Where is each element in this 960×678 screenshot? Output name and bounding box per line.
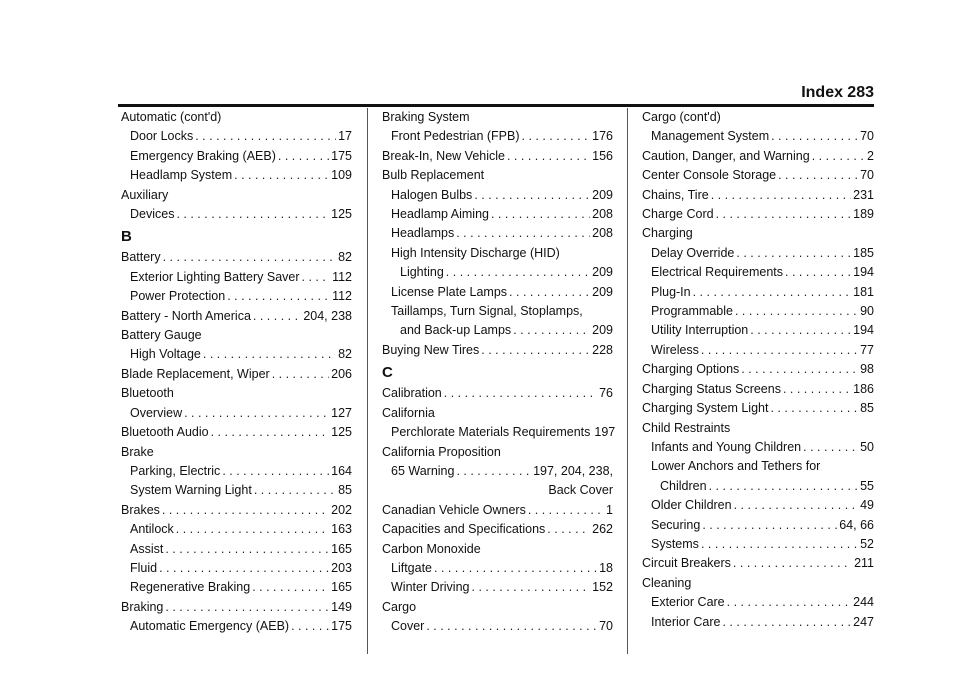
entry-label: Emergency Braking (AEB) bbox=[130, 148, 276, 163]
entry-label: Exterior Lighting Battery Saver bbox=[130, 269, 300, 284]
dot-leader bbox=[165, 598, 329, 617]
entry-page-ref: 112 bbox=[332, 289, 352, 304]
entry-page-ref: 85 bbox=[860, 401, 874, 416]
entry-label: Utility Interruption bbox=[651, 323, 749, 338]
index-entry bbox=[121, 423, 352, 442]
index-heading: Carbon Monoxide bbox=[382, 541, 481, 556]
dot-leader bbox=[456, 462, 531, 481]
index-column-1 bbox=[121, 108, 352, 637]
entry-page-ref: 127 bbox=[331, 405, 352, 420]
index-entry bbox=[642, 283, 874, 302]
entry-page-ref: 197, 204, 238, bbox=[533, 463, 613, 478]
entry-page-ref: 211 bbox=[854, 556, 874, 571]
dot-leader bbox=[456, 224, 590, 243]
index-entry bbox=[382, 127, 613, 146]
entry-label: Caution, Danger, and Warning bbox=[642, 148, 810, 163]
index-entry bbox=[382, 617, 613, 636]
entry-label: Bluetooth Audio bbox=[121, 425, 209, 440]
dot-leader bbox=[165, 540, 329, 559]
entry-label: Braking bbox=[121, 599, 164, 614]
dot-leader bbox=[778, 166, 858, 185]
entry-page-ref: 163 bbox=[331, 522, 352, 537]
entry-label: Securing bbox=[651, 517, 701, 532]
entry-page-ref: 17 bbox=[338, 129, 352, 144]
entry-label: Antilock bbox=[130, 522, 174, 537]
index-entry bbox=[121, 501, 352, 520]
entry-label: Buying New Tires bbox=[382, 342, 480, 357]
dot-leader bbox=[741, 360, 858, 379]
entry-page-ref: 2 bbox=[867, 148, 874, 163]
entry-label: Wireless bbox=[651, 342, 699, 357]
dot-leader bbox=[771, 127, 858, 146]
entry-label: and Back-up Lamps bbox=[400, 323, 512, 338]
entry-page-ref: 90 bbox=[860, 304, 874, 319]
index-heading: High Intensity Discharge (HID) bbox=[391, 245, 560, 260]
index-entry bbox=[382, 559, 613, 578]
index-entry bbox=[642, 380, 874, 399]
dot-leader bbox=[426, 617, 597, 636]
index-entry bbox=[121, 307, 352, 326]
entry-label: Systems bbox=[651, 536, 699, 551]
entry-page-ref: 244 bbox=[853, 595, 874, 610]
entry-page-ref: 209 bbox=[592, 284, 613, 299]
dot-leader bbox=[159, 559, 329, 578]
dot-leader bbox=[195, 127, 336, 146]
dot-leader bbox=[481, 341, 590, 360]
entry-label: Charge Cord bbox=[642, 207, 714, 222]
index-entry bbox=[382, 147, 613, 166]
dot-leader bbox=[491, 205, 590, 224]
dot-leader bbox=[227, 287, 330, 306]
index-entry bbox=[382, 423, 616, 442]
dot-leader bbox=[163, 248, 336, 267]
index-entry bbox=[642, 516, 874, 535]
section-letter: C bbox=[382, 364, 393, 382]
entry-page-ref: 70 bbox=[599, 619, 613, 634]
entry-page-ref: 208 bbox=[592, 226, 613, 241]
dot-leader bbox=[522, 127, 591, 146]
dot-leader bbox=[254, 481, 336, 500]
entry-label: Break-In, New Vehicle bbox=[382, 148, 505, 163]
entry-page-ref: 152 bbox=[592, 580, 613, 595]
entry-page-ref: 194 bbox=[853, 323, 874, 338]
entry-page-ref: 209 bbox=[592, 187, 613, 202]
dot-leader bbox=[785, 263, 851, 282]
entry-page-ref: 18 bbox=[599, 560, 613, 575]
index-entry bbox=[121, 345, 352, 364]
entry-page-ref: 262 bbox=[592, 522, 613, 537]
dot-leader bbox=[272, 365, 329, 384]
entry-page-ref: 64, 66 bbox=[839, 517, 874, 532]
entry-page-ref: 175 bbox=[331, 619, 352, 634]
dot-leader bbox=[716, 205, 852, 224]
entry-label: Charging System Light bbox=[642, 401, 769, 416]
index-entry bbox=[121, 520, 352, 539]
entry-label: Chains, Tire bbox=[642, 187, 709, 202]
entry-page-ref: 164 bbox=[331, 463, 352, 478]
entry-label: Management System bbox=[651, 129, 770, 144]
index-heading: Bluetooth bbox=[121, 386, 174, 401]
index-entry bbox=[382, 263, 613, 282]
dot-leader bbox=[711, 186, 851, 205]
index-heading: California bbox=[382, 405, 435, 420]
entry-page-ref: 197 bbox=[594, 425, 616, 440]
index-entry bbox=[121, 578, 352, 597]
index-heading: Cleaning bbox=[642, 575, 692, 590]
entry-page-ref: 208 bbox=[592, 207, 613, 222]
dot-leader bbox=[736, 244, 851, 263]
dot-leader bbox=[203, 345, 336, 364]
entry-page-ref: 85 bbox=[338, 483, 352, 498]
dot-leader bbox=[252, 578, 329, 597]
entry-page-ref: 203 bbox=[331, 560, 352, 575]
index-heading: Bulb Replacement bbox=[382, 168, 485, 183]
index-heading: Taillamps, Turn Signal, Stoplamps, bbox=[391, 304, 583, 319]
entry-label: Brakes bbox=[121, 502, 160, 517]
entry-label: Front Pedestrian (FPB) bbox=[391, 129, 520, 144]
index-heading: Lower Anchors and Tethers for bbox=[651, 459, 821, 474]
entry-label: Circuit Breakers bbox=[642, 556, 731, 571]
dot-leader bbox=[253, 307, 301, 326]
entry-label: Door Locks bbox=[130, 129, 194, 144]
index-heading: Auxiliary bbox=[121, 187, 169, 202]
index-entry bbox=[382, 186, 613, 205]
entry-page-ref: 165 bbox=[331, 541, 352, 556]
dot-leader bbox=[783, 380, 851, 399]
entry-label: Infants and Young Children bbox=[651, 439, 802, 454]
entry-page-ref: 82 bbox=[338, 250, 352, 265]
entry-label: Headlamps bbox=[391, 226, 455, 241]
entry-label: Assist bbox=[130, 541, 164, 556]
entry-label: Halogen Bulbs bbox=[391, 187, 473, 202]
index-entry bbox=[121, 404, 352, 423]
entry-page-ref: 50 bbox=[860, 439, 874, 454]
index-entry bbox=[642, 263, 874, 282]
entry-label: Programmable bbox=[651, 304, 733, 319]
entry-page-ref: 52 bbox=[860, 536, 874, 551]
entry-page-ref: 175 bbox=[331, 148, 352, 163]
index-heading: Cargo bbox=[382, 599, 417, 614]
dot-leader bbox=[528, 501, 604, 520]
dot-leader bbox=[278, 147, 329, 166]
dot-leader bbox=[434, 559, 597, 578]
dot-leader bbox=[162, 501, 329, 520]
dot-leader bbox=[812, 147, 865, 166]
entry-page-ref: 125 bbox=[331, 425, 352, 440]
dot-leader bbox=[693, 283, 852, 302]
dot-leader bbox=[702, 516, 837, 535]
index-entry bbox=[121, 166, 352, 185]
index-entry bbox=[382, 384, 613, 403]
dot-leader bbox=[734, 496, 859, 515]
entry-label: Battery - North America bbox=[121, 308, 251, 323]
entry-page-ref: 165 bbox=[331, 580, 352, 595]
dot-leader bbox=[444, 384, 597, 403]
entry-label: Liftgate bbox=[391, 560, 433, 575]
entry-page-ref: 186 bbox=[853, 381, 874, 396]
index-entry bbox=[642, 127, 874, 146]
index-heading: Child Restraints bbox=[642, 420, 731, 435]
dot-leader bbox=[446, 263, 590, 282]
dot-leader bbox=[176, 205, 329, 224]
entry-label: Regenerative Braking bbox=[130, 580, 251, 595]
entry-page-ref: 125 bbox=[331, 207, 352, 222]
index-entry bbox=[121, 287, 352, 306]
entry-page-ref: 98 bbox=[860, 362, 874, 377]
entry-label: Electrical Requirements bbox=[651, 265, 783, 280]
dot-leader bbox=[770, 399, 858, 418]
entry-label: Headlamp Aiming bbox=[391, 207, 489, 222]
entry-page-ref: 176 bbox=[592, 129, 613, 144]
index-entry bbox=[642, 147, 874, 166]
index-entry bbox=[642, 186, 874, 205]
entry-label: Older Children bbox=[651, 498, 732, 513]
page-number: 283 bbox=[847, 84, 874, 101]
index-entry bbox=[382, 283, 613, 302]
index-entry bbox=[121, 365, 352, 384]
index-title: Index bbox=[801, 84, 843, 101]
dot-leader bbox=[701, 341, 858, 360]
dot-leader bbox=[302, 268, 331, 287]
header-rule bbox=[118, 104, 874, 107]
index-heading: Brake bbox=[121, 444, 154, 459]
entry-page-ref: 49 bbox=[860, 498, 874, 513]
index-entry bbox=[382, 501, 613, 520]
entry-page-ref: 209 bbox=[592, 323, 613, 338]
entry-label: Headlamp System bbox=[130, 168, 233, 183]
entry-page-ref: 55 bbox=[860, 478, 874, 493]
entry-page-ref: 228 bbox=[592, 342, 613, 357]
index-entry bbox=[382, 520, 613, 539]
entry-page-ref: 156 bbox=[592, 148, 613, 163]
index-entry bbox=[642, 399, 874, 418]
index-entry bbox=[121, 481, 352, 500]
entry-label: Exterior Care bbox=[651, 595, 725, 610]
index-entry bbox=[121, 248, 352, 267]
entry-page-ref: 149 bbox=[331, 599, 352, 614]
dot-leader bbox=[211, 423, 330, 442]
index-entry bbox=[382, 321, 613, 340]
index-column-3 bbox=[642, 108, 874, 632]
entry-label: Capacities and Specifications bbox=[382, 522, 546, 537]
dot-leader bbox=[722, 613, 851, 632]
entry-page-ref: 82 bbox=[338, 347, 352, 362]
dot-leader bbox=[507, 147, 590, 166]
dot-leader bbox=[735, 302, 858, 321]
index-entry bbox=[382, 462, 613, 481]
index-heading: California Proposition bbox=[382, 444, 501, 459]
dot-leader bbox=[222, 462, 329, 481]
entry-page-ref: 112 bbox=[332, 269, 352, 284]
entry-label: Plug-In bbox=[651, 284, 691, 299]
dot-leader bbox=[474, 186, 590, 205]
entry-page-ref: 70 bbox=[860, 168, 874, 183]
entry-page-ref: 194 bbox=[853, 265, 874, 280]
index-entry bbox=[382, 578, 613, 597]
dot-leader bbox=[733, 554, 852, 573]
entry-label: High Voltage bbox=[130, 347, 201, 362]
entry-page-ref: 76 bbox=[599, 386, 613, 401]
index-entry bbox=[121, 147, 352, 166]
entry-page-ref: 204, 238 bbox=[303, 308, 352, 323]
index-entry bbox=[642, 205, 874, 224]
dot-leader bbox=[472, 578, 591, 597]
entry-page-ref: 202 bbox=[331, 502, 352, 517]
index-entry bbox=[121, 540, 352, 559]
index-heading: Automatic (cont'd) bbox=[121, 110, 222, 124]
index-entry bbox=[121, 559, 352, 578]
dot-leader bbox=[184, 404, 329, 423]
index-entry bbox=[121, 617, 352, 636]
entry-label: Winter Driving bbox=[391, 580, 470, 595]
entry-label: Lighting bbox=[400, 265, 444, 280]
index-entry bbox=[642, 302, 874, 321]
entry-label: Charging Status Screens bbox=[642, 381, 781, 396]
entry-page-ref: 181 bbox=[853, 284, 874, 299]
dot-leader bbox=[803, 438, 858, 457]
dot-leader bbox=[509, 283, 590, 302]
dot-leader bbox=[709, 477, 859, 496]
index-entry bbox=[382, 341, 613, 360]
entry-label: Center Console Storage bbox=[642, 168, 777, 183]
entry-label: 65 Warning bbox=[391, 463, 455, 478]
index-entry bbox=[642, 593, 874, 612]
entry-label: Perchlorate Materials Requirements bbox=[391, 425, 591, 440]
entry-label: Interior Care bbox=[651, 614, 721, 629]
index-entry bbox=[642, 438, 874, 457]
entry-label: Charging Options bbox=[642, 362, 740, 377]
index-column-2 bbox=[382, 108, 616, 637]
dot-leader bbox=[176, 520, 329, 539]
index-entry bbox=[642, 496, 874, 515]
column-divider bbox=[627, 108, 628, 654]
entry-label: Delay Override bbox=[651, 245, 735, 260]
entry-label: Devices bbox=[130, 207, 175, 222]
entry-label: Power Protection bbox=[130, 289, 226, 304]
dot-leader bbox=[234, 166, 329, 185]
entry-page-ref: 77 bbox=[860, 342, 874, 357]
entry-label: Canadian Vehicle Owners bbox=[382, 502, 526, 517]
entry-page-ref: 185 bbox=[853, 245, 874, 260]
index-entry bbox=[121, 127, 352, 146]
index-entry bbox=[121, 462, 352, 481]
index-entry bbox=[642, 321, 874, 340]
entry-page-ref: 1 bbox=[606, 502, 613, 517]
index-heading: Charging bbox=[642, 226, 693, 241]
index-entry bbox=[121, 268, 352, 287]
dot-leader bbox=[547, 520, 590, 539]
page-header bbox=[0, 84, 960, 104]
entry-label: Overview bbox=[130, 405, 183, 420]
entry-label: System Warning Light bbox=[130, 483, 252, 498]
index-heading: Battery Gauge bbox=[121, 328, 202, 343]
index-entry bbox=[642, 360, 874, 379]
index-entry bbox=[642, 613, 874, 632]
entry-page-ref: 209 bbox=[592, 265, 613, 280]
column-divider bbox=[367, 108, 368, 654]
entry-page-ref: 70 bbox=[860, 129, 874, 144]
index-entry-continuation: Back Cover bbox=[548, 483, 613, 498]
entry-label: Cover bbox=[391, 619, 425, 634]
index-entry bbox=[121, 598, 352, 617]
dot-leader bbox=[727, 593, 852, 612]
index-entry bbox=[382, 224, 613, 243]
index-entry bbox=[382, 205, 613, 224]
entry-label: Automatic Emergency (AEB) bbox=[130, 619, 290, 634]
entry-label: Calibration bbox=[382, 386, 442, 401]
dot-leader bbox=[750, 321, 851, 340]
entry-label: Fluid bbox=[130, 560, 158, 575]
index-entry bbox=[642, 244, 874, 263]
entry-label: Battery bbox=[121, 250, 161, 265]
dot-leader bbox=[701, 535, 858, 554]
index-entry bbox=[642, 535, 874, 554]
entry-label: Parking, Electric bbox=[130, 463, 221, 478]
index-heading: Braking System bbox=[382, 110, 470, 124]
entry-page-ref: 189 bbox=[853, 207, 874, 222]
entry-label: Blade Replacement, Wiper bbox=[121, 366, 270, 381]
dot-leader bbox=[513, 321, 590, 340]
index-entry bbox=[121, 205, 352, 224]
entry-page-ref: 109 bbox=[331, 168, 352, 183]
entry-page-ref: 247 bbox=[853, 614, 874, 629]
entry-label: License Plate Lamps bbox=[391, 284, 508, 299]
index-entry bbox=[642, 554, 874, 573]
entry-label: Children bbox=[660, 478, 707, 493]
index-entry bbox=[642, 341, 874, 360]
dot-leader bbox=[291, 617, 329, 636]
index-entry bbox=[642, 477, 874, 496]
index-heading: Cargo (cont'd) bbox=[642, 110, 721, 124]
entry-page-ref: 206 bbox=[331, 366, 352, 381]
entry-page-ref: 231 bbox=[853, 187, 874, 202]
index-entry bbox=[642, 166, 874, 185]
section-letter: B bbox=[121, 228, 132, 246]
